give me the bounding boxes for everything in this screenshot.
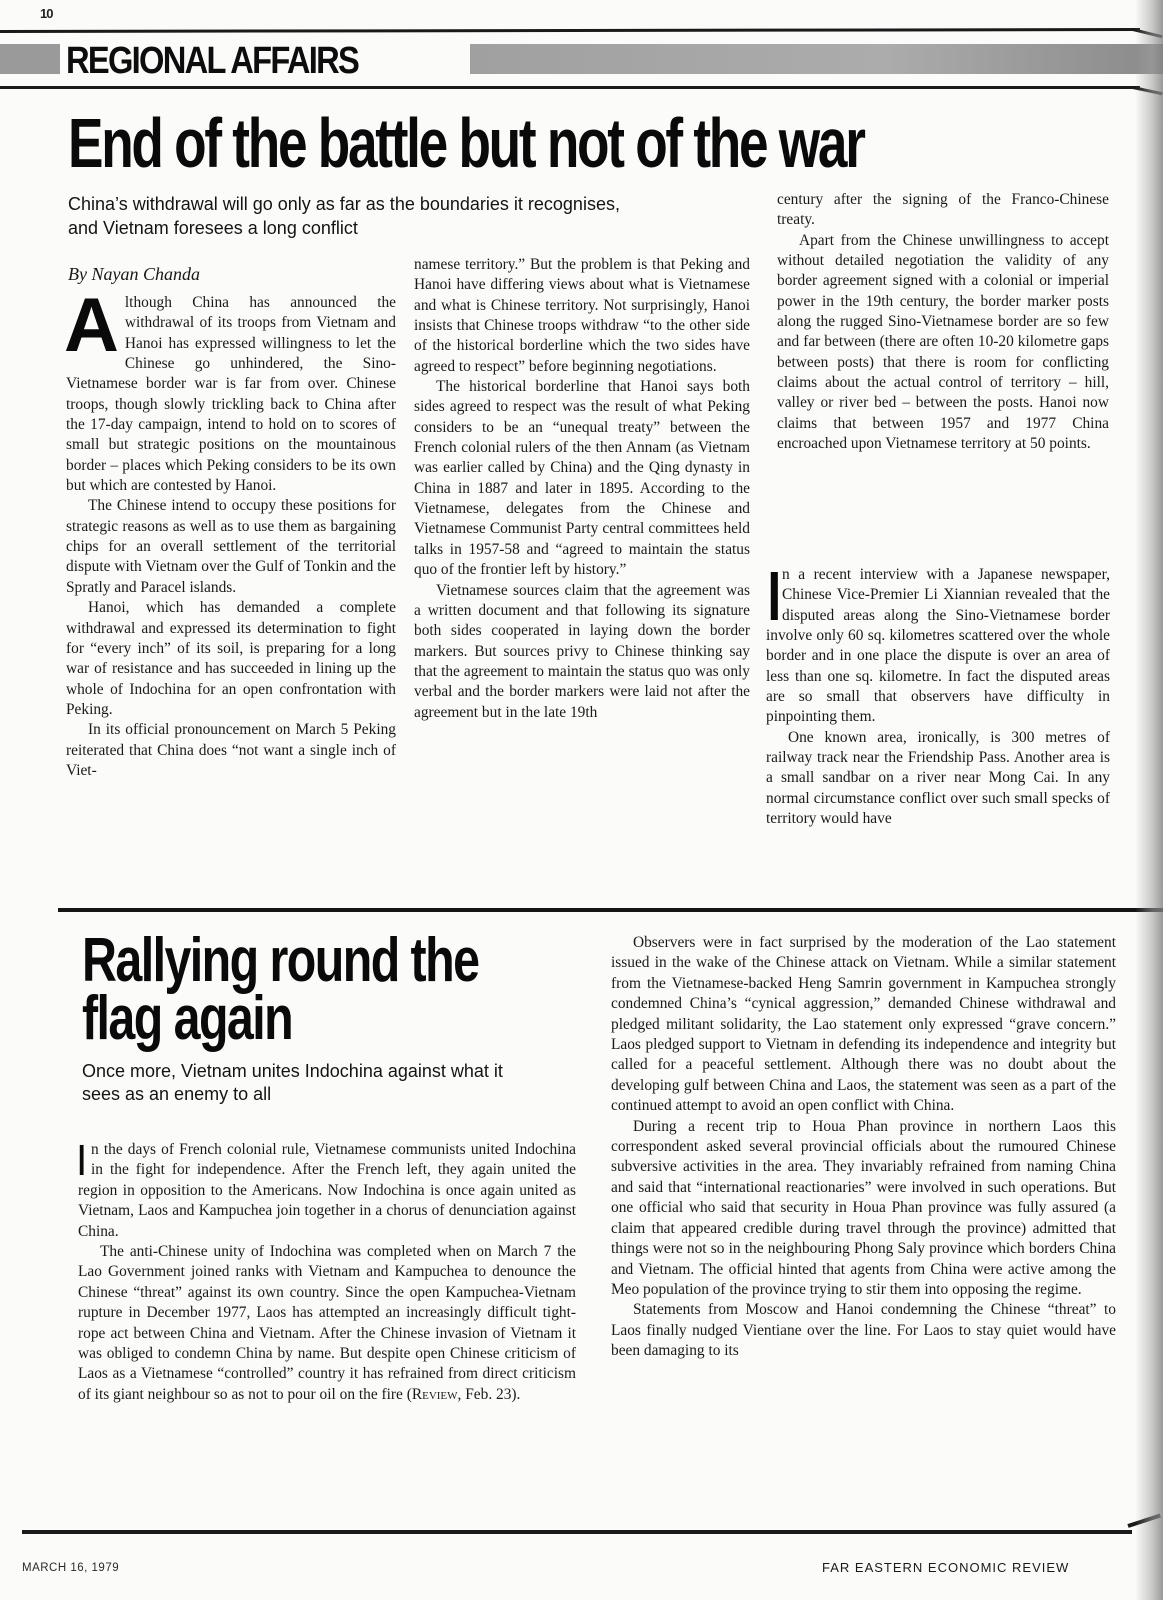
section-rule [0,86,1140,89]
article1-column-1 [64,283,396,781]
article1-headline: End of the battle but not of the war [68,104,864,182]
article-divider-rule [58,908,1163,912]
article1-column-3 [777,190,1109,454]
article1-paragraph: In its official pronouncement on March 5 Peking reiterated that China does “not want a single inch of Viet- [66,721,396,779]
dropcap: I [767,557,782,635]
section-band-left [0,44,60,74]
dropcap: I [78,1136,86,1185]
article1-column-2 [414,255,750,723]
article2-paragraph: The anti-Chinese unity of Indochina was completed when on March 7 the Lao Government joined ranks with Vietnam and Kampuchea to denounce the Chinese “threat” against its own country. Since the open Kampuchea-Vietnam rupture in December 1977, Laos has attempted an increasingly difficult tight-rope act between China and Vietnam. After the Chinese invasion of Vietnam it was obliged to condemn China by name. But despite open Chinese criticism of Laos as a Vietnamese “controlled” country it has refrained from direct criticism of its giant neighbour so as not to pour oil on the fire (Review, Feb. 23). [78,1243,576,1403]
section-title: REGIONAL AFFAIRS [66,40,359,82]
top-rule [0,28,1140,33]
article1-paragraph: Although China has announced the withdrawal of its troops from Vietnam and Hanoi has expressed willingness to let the Chinese go unhindered, the Sino-Vietnamese border war is far from over. Chinese troops, though slowly trickling back to China after the 17-day campaign, intend to hold on to scores of small but strategic positions on the mountainous border – places which Peking considers to be its own but which are contested by Hanoi. [64,283,396,495]
article2-paragraph: In the days of French colonial rule, Vietnamese communists united Indochina in the fight for independence. After the French left, they again united the region in opposition to the Americans. Now Indochina is once again united as Vietnam, Laos and Kampuchea join together in a chorus of denunciation against China. [78,1136,576,1240]
article1-paragraph: The Chinese intend to occupy these positions for strategic reasons as well as to use them as bargaining chips for an overall settlement of the territorial dispute with Vietnam over the Gulf of Tonkin and the Spratly and Paracel islands. [66,497,396,596]
article1-paragraph: In a recent interview with a Japanese newspaper, Chinese Vice-Premier Li Xiannian revealed that the disputed areas along the Sino-Vietnamese border involve only 60 sq. kilometres scattered over the whole border and in one place the dispute is over an area of less than one sq. kilometre. In fact the disputed areas are so small that observers have difficulty in pinpointing them. [766,557,1110,726]
article1-paragraph: The historical borderline that Hanoi says both sides agreed to respect was the result of what Peking considers to be an “unequal treaty” between the French colonial rulers of the then Annam (as Vietnam was earlier called by China) and the Qing dynasty in China in 1887 and later in 1895. According to the Vietnamese, delegates from the Chinese and Vietnamese Communist Party central committees held talks in 1957-58 and “agreed to maintain the status quo of the frontier left by history.” [414,378,750,579]
article1-deck: China’s withdrawal will go only as far as the boundaries it recognises, and Vietnam foresees a long conflict [68,194,620,238]
section-band-right [470,44,1163,74]
bottom-rule [22,1530,1132,1534]
review-reference: Review [411,1385,458,1403]
article1-byline: By Nayan Chanda [68,264,200,284]
article2-paragraph: Observers were in fact surprised by the moderation of the Lao statement issued in the wake of the Chinese attack on Vietnam. While a similar statement from the Vietnamese-backed Heng Samrin government in Kampuchea strongly condemned China’s “cynical aggression,” demanded Chinese withdrawal and pledged militant solidarity, the Lao statement only expressed “grave concern.” Laos pledged support to Vietnam in defending its independence and integrity but called for a peaceful settlement. Although there was no doubt about the developing gulf between China and Laos, the statement was seen as a part of the continued attempt to avoid an open conflict with China. [611,934,1116,1115]
article2-headline: Rallying round the flag again [82,926,479,1053]
article1-column-3-continued [766,557,1110,829]
article1-paragraph: namese territory.” But the problem is that Peking and Hanoi have differing views about what is Vietnamese and what is Chinese territory. Not surprisingly, Hanoi insists that Chinese troops withdraw “to the other side of the historical borderline which the two sides have agreed to respect” before beginning negotiations. [414,256,750,375]
article1-paragraph: Hanoi, which has demanded a complete withdrawal and expressed its determination to fight for “every inch” of its soil, is preparing for a long war of resistance and has succeeded in lining up the whole of Indochina for an open confrontation with Peking. [66,599,396,718]
footer-date: MARCH 16, 1979 [22,1562,120,1574]
article1-paragraph: Apart from the Chinese unwillingness to accept without detailed negotiation the validity of any border agreement signed with a colonial or imperial power in the 19th century, the border marker posts along the rugged Sino-Vietnamese border are so few and far between (there are often 10-20 kilometre gaps between posts) that there is room for conflicting claims about the actual control of territory – hill, valley or river bed – between the posts. Hanoi now claims that between 1957 and 1977 China encroached upon Vietnamese territory at 50 points. [777,231,1109,453]
article2-column-2 [611,933,1116,1362]
footer-publication: FAR EASTERN ECONOMIC REVIEW [822,1560,1070,1575]
article1-paragraph: century after the signing of the Franco-Chinese treaty. [777,191,1109,229]
article1-paragraph: Vietnamese sources claim that the agreement was a written document and that following its signature both sides cooperated in laying down the border markers. But sources privy to Chinese thinking say that the agreement to maintain the status quo was only verbal and the border markers were laid not after the agreement but in the late 19th [414,581,750,721]
article2-column-1 [78,1136,576,1405]
section-header [0,40,1163,82]
article2-paragraph: During a recent trip to Houa Phan province in northern Laos this correspondent asked several provincial officials about the rumoured Chinese subversive activities in the area. They invariably refrained from naming China and said that “international reactionaries” were involved in such operations. But one official who said that security in Houa Phan province was fully assured (a claim that appeared credible during travel through the province) admitted that things were not so in the neighbouring Phong Saly province which borders China and Vietnam. The official hinted that agents from China were active among the Meo population of the province trying to stir them into opposing the regime. [611,1117,1116,1298]
page-number: 10 [40,6,53,21]
article2-paragraph: Statements from Moscow and Hanoi condemning the Chinese “threat” to Laos finally nudged Vientiane over the line. For Laos to stay quiet would have been damaging to its [611,1301,1116,1360]
article2-deck: Once more, Vietnam unites Indochina against what it sees as an enemy to all [82,1061,503,1104]
page-gutter-shadow [1135,0,1163,1600]
article1-paragraph: One known area, ironically, is 300 metres of railway track near the Friendship Pass. Another area is a small sandbar on a river near Mong Cai. In any normal circumstance conflict over such small specks of territory would have [766,728,1110,828]
dropcap: A [64,283,119,368]
